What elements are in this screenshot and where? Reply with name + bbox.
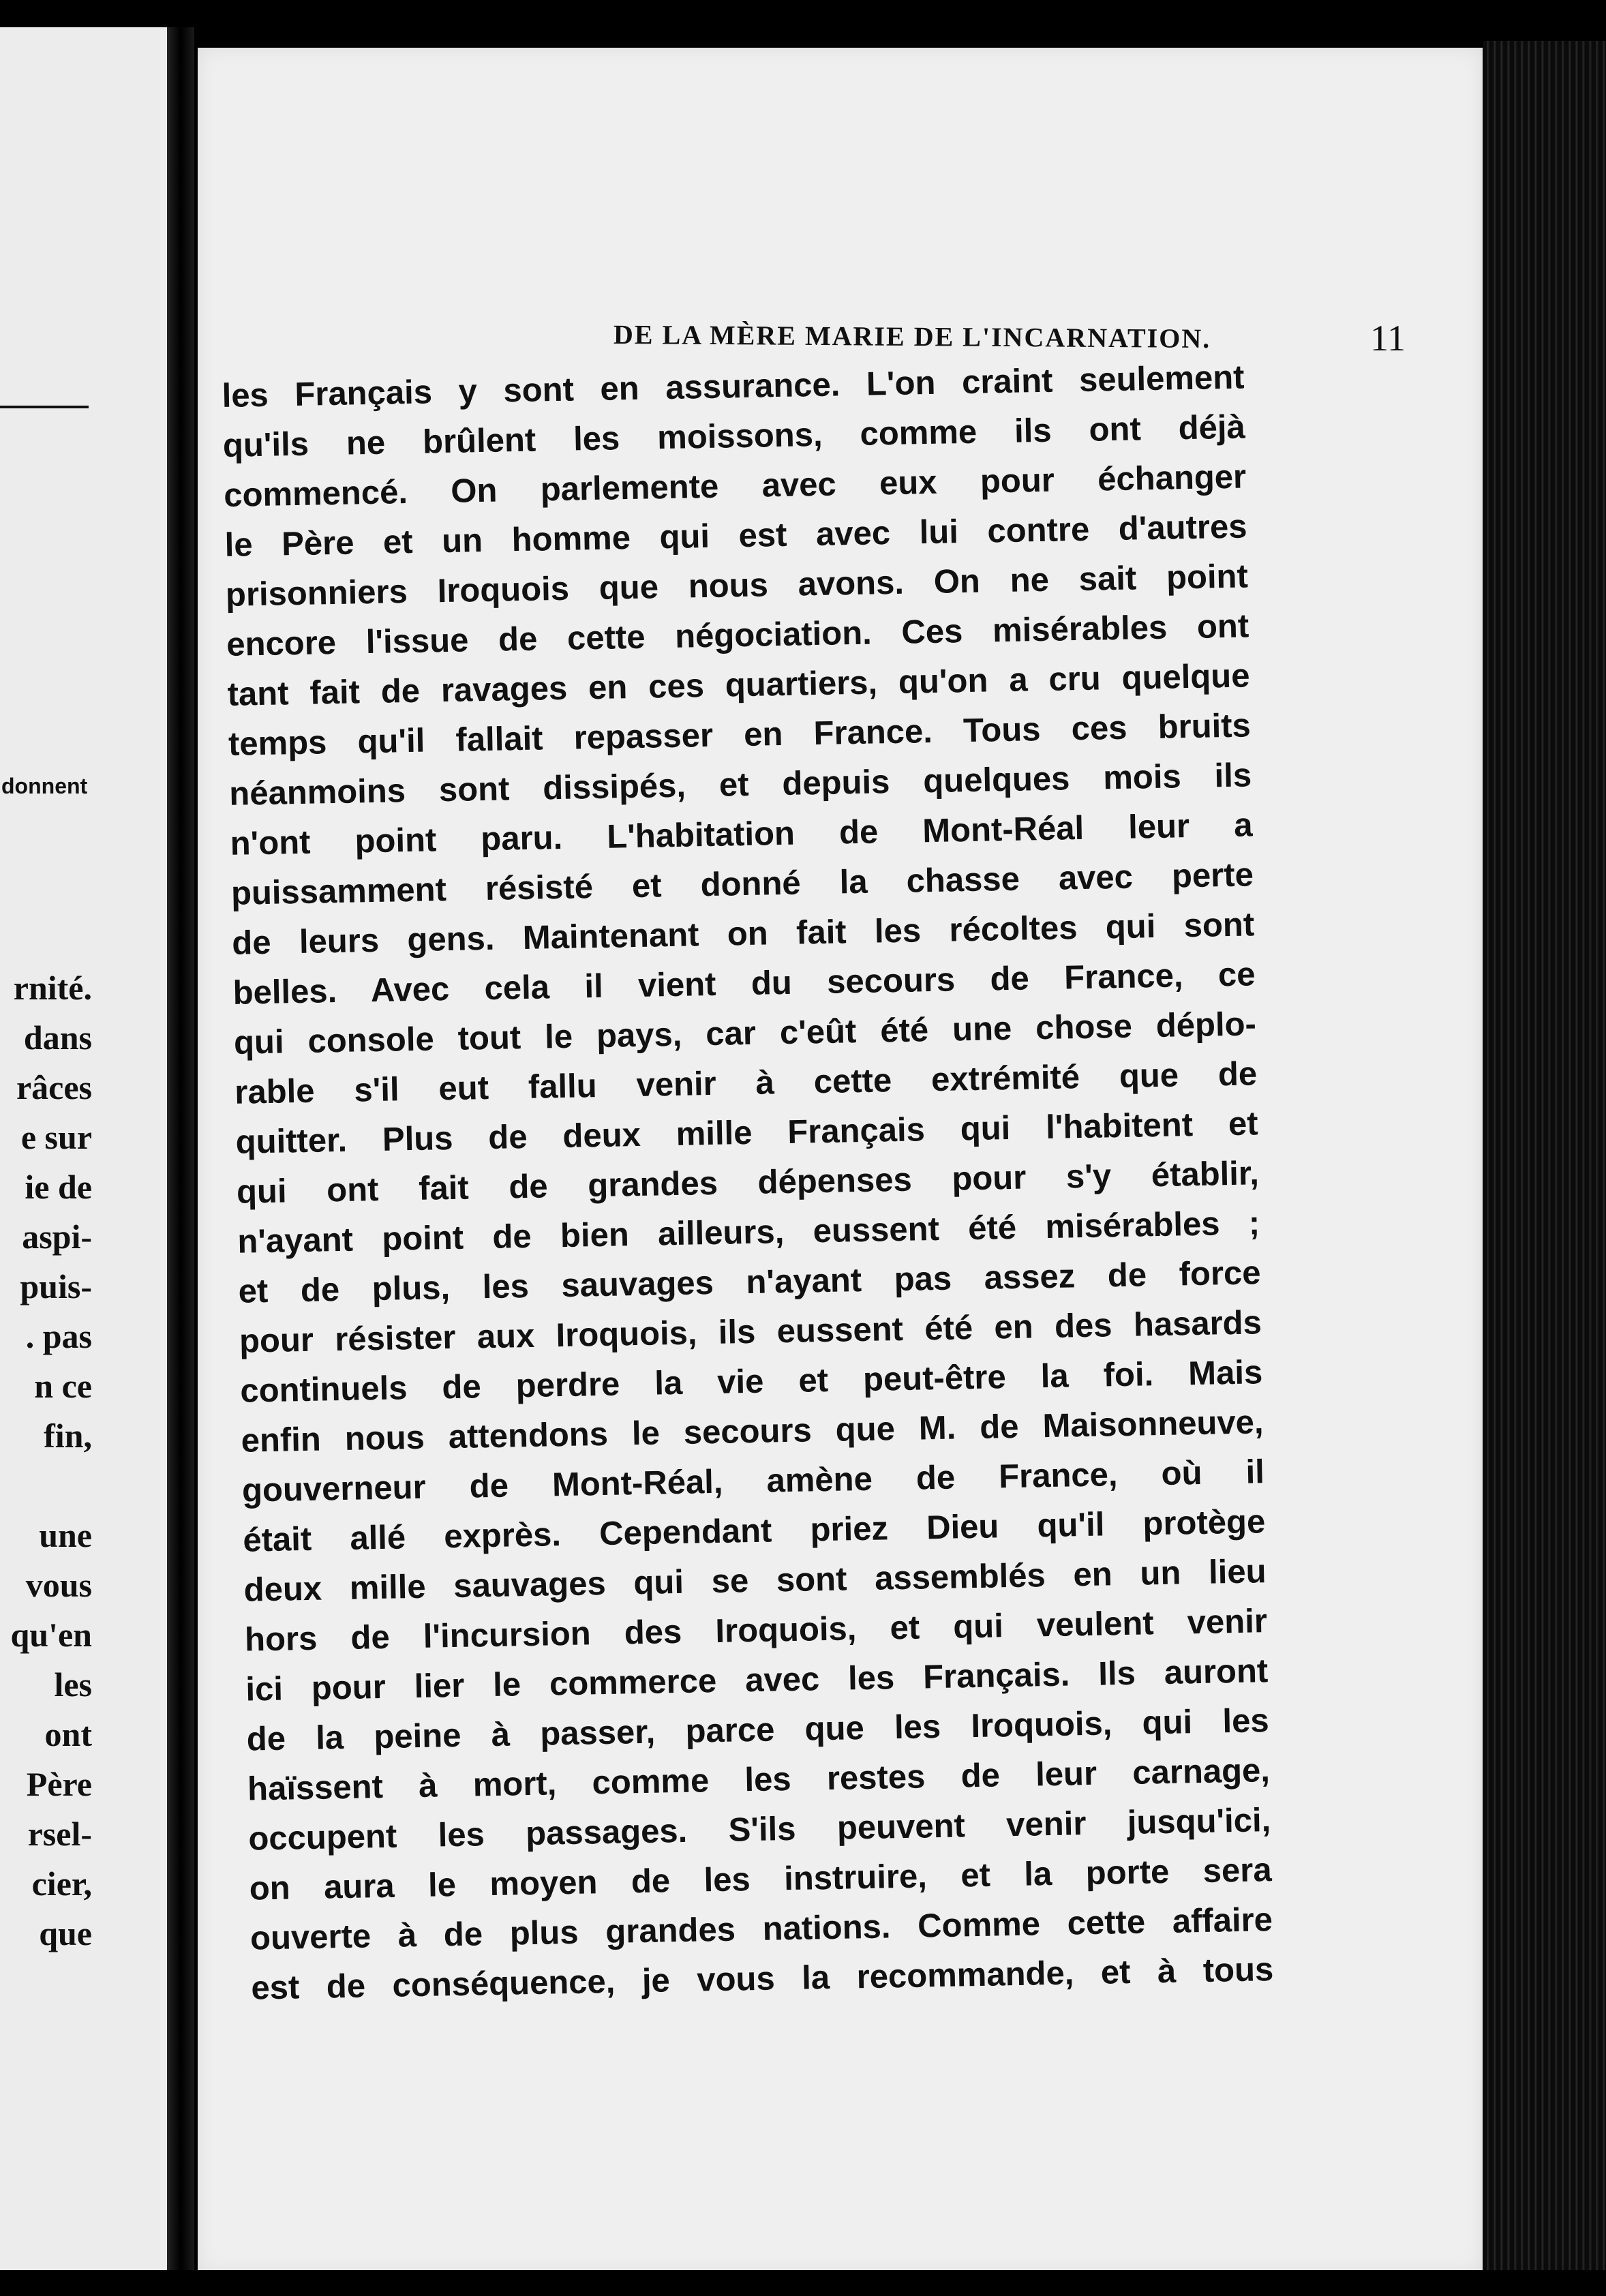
text-line: de la peine à passer, parce que les Iroquois, qui les: [246, 1702, 1270, 1758]
text-line: et de plus, les sauvages n'ayant pas assez de force: [238, 1254, 1261, 1310]
left-page-line: puis-: [20, 1267, 92, 1305]
text-line: néanmoins sont dissipés, et depuis quelques mois ils: [228, 757, 1252, 813]
text-line: encore l'issue de cette négociation. Ces misérables ont: [226, 607, 1249, 663]
left-page-line: rsel-: [27, 1815, 92, 1853]
left-page-line: . pas: [25, 1317, 92, 1355]
text-line: n'ayant point de bien ailleurs, eussent été misérables ;: [237, 1205, 1260, 1260]
left-facing-page: [0, 27, 167, 2270]
scan-bottom-border: [0, 2270, 1606, 2296]
left-page-line: qu'en: [10, 1616, 92, 1654]
left-page-line: Père: [26, 1765, 92, 1803]
text-line: de leurs gens. Maintenant on fait les récoltes qui sont: [231, 906, 1255, 962]
left-page-line: râces: [16, 1068, 92, 1106]
text-line: haïssent à mort, comme les restes de leur carnage,: [247, 1752, 1271, 1808]
text-line: qui console tout le pays, car c'eût été une chose déplo-: [233, 1006, 1257, 1061]
left-page-rule: [0, 406, 89, 408]
left-page-line: fin,: [44, 1417, 92, 1455]
left-page-line: ont: [44, 1715, 92, 1753]
text-line: puissamment résisté et donné la chasse avec perte: [230, 856, 1254, 912]
left-page-line: dans: [23, 1018, 92, 1057]
left-page-line: ie de: [25, 1168, 92, 1206]
text-line: prisonniers Iroquois que nous avons. On ne sait point: [225, 558, 1249, 614]
text-line: les Français y sont en assurance. L'on craint seulement: [222, 359, 1245, 414]
text-line: occupent les passages. S'ils peuvent venir jusqu'ici,: [247, 1802, 1271, 1858]
text-line: qu'ils ne brûlent les moissons, comme ils ont déjà: [222, 408, 1246, 464]
book-page-edges: [1483, 41, 1606, 2296]
body-text: [222, 353, 1274, 2014]
text-line: temps qu'il fallait repasser en France. Tous ces bruits: [228, 707, 1252, 763]
book-gutter: [167, 27, 194, 2270]
scan-top-border: [0, 0, 1606, 41]
left-page-line: rnité.: [13, 969, 92, 1007]
text-line: commencé. On parlemente avec eux pour échanger: [223, 458, 1247, 514]
left-page-line: les: [54, 1665, 92, 1704]
text-line: ouverte à de plus grandes nations. Comme cette affaire: [249, 1901, 1273, 1957]
text-line: enfin nous attendons le secours que M. de Maisonneuve,: [241, 1404, 1264, 1460]
text-line: est de conséquence, je vous la recommande, et à tous: [250, 1951, 1274, 2007]
running-head: DE LA MÈRE MARIE DE L'INCARNATION.: [613, 318, 1211, 354]
text-line: ici pour lier le commerce avec les Français. Ils auront: [245, 1652, 1269, 1708]
text-line: était allé exprès. Cependant priez Dieu qu'il protège: [242, 1503, 1266, 1559]
left-page-line: une: [39, 1516, 92, 1554]
left-page-line: n ce: [34, 1367, 92, 1405]
text-line: gouverneur de Mont-Réal, amène de France, où il: [241, 1453, 1265, 1509]
left-margin-note: donnent: [1, 774, 88, 798]
page-number: 11: [1370, 318, 1406, 359]
text-line: n'ont point paru. L'habitation de Mont-Réal leur a: [230, 806, 1253, 862]
text-line: qui ont fait de grandes dépenses pour s'y établir,: [236, 1155, 1260, 1211]
left-page-line: cier,: [31, 1864, 92, 1903]
text-line: pour résister aux Iroquois, ils eussent été en des hasards: [239, 1304, 1262, 1360]
text-line: deux mille sauvages qui se sont assemblés en un lieu: [243, 1553, 1267, 1609]
left-page-line: vous: [25, 1566, 92, 1604]
text-line: hors de l'incursion des Iroquois, et qui veulent venir: [244, 1603, 1268, 1659]
book-page: [198, 48, 1483, 2274]
text-line: quitter. Plus de deux mille Français qui l'habitent et: [235, 1105, 1258, 1161]
text-line: tant fait de ravages en ces quartiers, qu'on a cru quelque: [227, 657, 1250, 713]
left-page-line: que: [39, 1914, 92, 1952]
text-line: rable s'il eut fallu venir à cette extrémité que de: [234, 1055, 1258, 1111]
text-line: on aura le moyen de les instruire, et la porte sera: [249, 1852, 1273, 1907]
left-page-line: aspi-: [22, 1218, 92, 1256]
left-page-line: e sur: [20, 1118, 92, 1156]
text-line: continuels de perdre la vie et peut-être la foi. Mais: [239, 1354, 1263, 1410]
text-line: belles. Avec cela il vient du secours de France, ce: [232, 956, 1256, 1012]
text-line: le Père et un homme qui est avec lui contre d'autres: [224, 508, 1247, 564]
